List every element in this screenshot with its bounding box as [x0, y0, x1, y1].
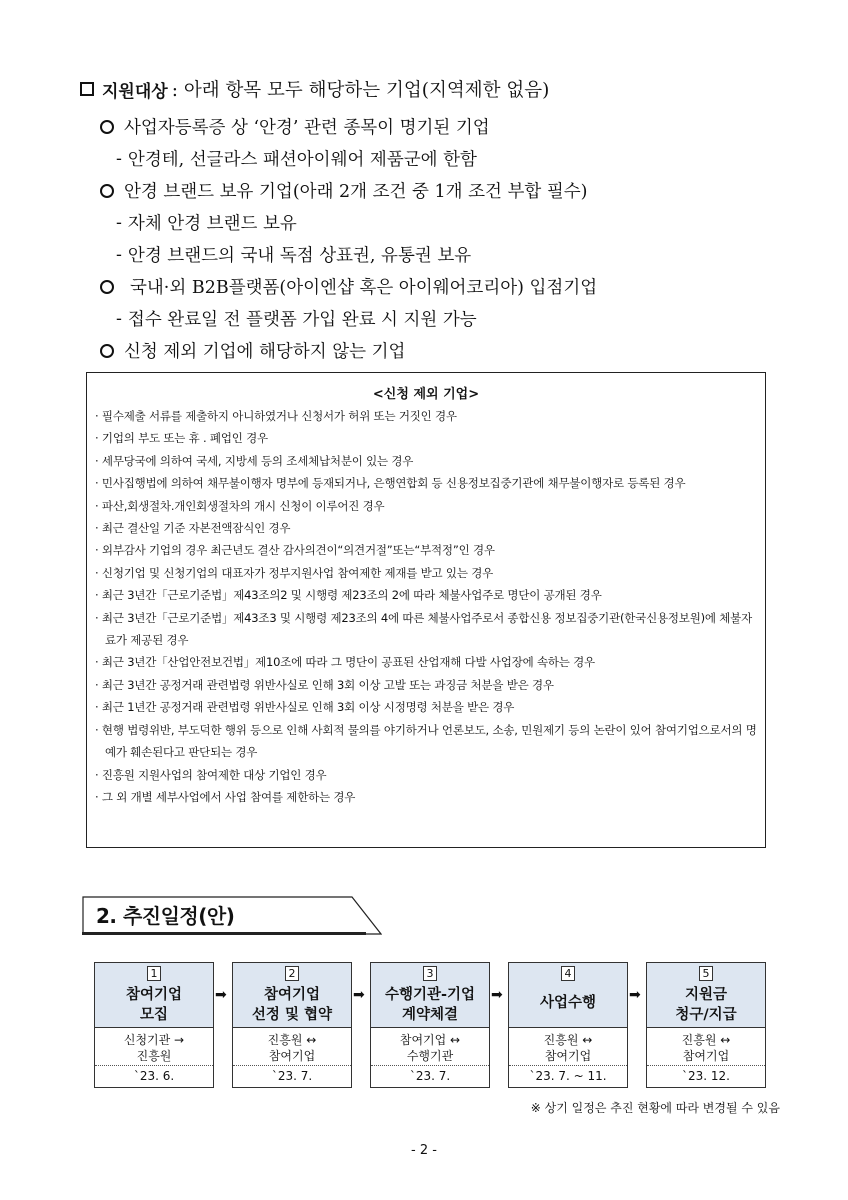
criterion-4 [100, 338, 405, 363]
step-header [646, 962, 766, 1028]
criterion-text: 신청 제외 기업에 해당하지 않는 기업 [124, 342, 406, 362]
step-5 [646, 962, 766, 1088]
step-4 [508, 962, 628, 1088]
criterion-1 [100, 114, 490, 139]
exclusion-list [95, 405, 757, 808]
step-parties: 진흥원 ↔ 참여기업 [509, 1028, 627, 1066]
schedule-banner [82, 896, 382, 936]
step-header [370, 962, 490, 1028]
dash-marker: - [116, 212, 122, 233]
criterion-2-sub-2 [116, 242, 471, 267]
exclusion-item: · 민사집행법에 의하여 채무불이행자 명부에 등재되거나, 은행연합회 등 신용정보집중기관에 채무불이행자로 등록된 경우 [95, 472, 757, 494]
square-bullet-icon [80, 82, 94, 96]
step-1 [94, 962, 214, 1088]
exclusion-item: · 진흥원 지원사업의 참여제한 대상 기업인 경우 [95, 764, 757, 786]
exclusion-item: · 외부감사 기업의 경우 최근년도 결산 감사의견이“의견거절”또는“부적정”인 경우 [95, 539, 757, 561]
step-parties: 진흥원 ↔ 참여기업 [233, 1028, 351, 1066]
criterion-2-sub-1 [116, 210, 297, 235]
support-target-description: : 아래 항목 모두 해당하는 기업(지역제한 없음) [171, 80, 550, 101]
step-date: `23. 12. [682, 1069, 730, 1083]
support-target-heading [80, 76, 549, 102]
criterion-text: 사업자등록증 상 ‘안경’ 관련 종목이 명기된 기업 [124, 118, 490, 138]
arrow-right-icon: ➡ [491, 987, 503, 1003]
step-parties: 신청기관 → 진흥원 [95, 1028, 213, 1066]
page-number: - 2 - [411, 1143, 437, 1158]
criterion-sub-text: 자체 안경 브랜드 보유 [127, 214, 297, 234]
step-header [232, 962, 352, 1028]
criterion-sub-text: 안경테, 선글라스 패션아이웨어 제품군에 한함 [127, 150, 477, 170]
step-header [508, 962, 628, 1028]
step-detail [370, 1028, 490, 1088]
step-number: 5 [699, 966, 713, 981]
exclusion-item: · 필수제출 서류를 제출하지 아니하였거나 신청서가 허위 또는 거짓인 경우 [95, 405, 757, 427]
step-label: 참여기업 선정 및 협약 [251, 987, 333, 1023]
step-detail [646, 1028, 766, 1088]
circle-bullet-icon [100, 344, 114, 358]
criterion-1-sub-1 [116, 146, 477, 171]
step-date: `23. 6. [133, 1069, 175, 1083]
step-number: 1 [147, 966, 161, 981]
step-date: `23. 7. [271, 1069, 313, 1083]
criterion-text: 안경 브랜드 보유 기업(아래 2개 조건 중 1개 조건 부합 필수) [124, 182, 588, 202]
step-detail [94, 1028, 214, 1088]
criterion-sub-text: 접수 완료일 전 플랫폼 가입 완료 시 지원 가능 [127, 310, 477, 330]
exclusion-item: · 최근 결산일 기준 자본전액잠식인 경우 [95, 517, 757, 539]
criterion-text: 국내·외 B2B플랫폼(아이엔샵 혹은 아이웨어코리아) 입점기업 [130, 278, 598, 298]
circle-bullet-icon [100, 184, 114, 198]
exclusion-box-title: <신청 제외 기업> [372, 387, 480, 402]
circle-bullet-icon [100, 280, 114, 294]
step-number: 3 [423, 966, 437, 981]
exclusion-item: · 최근 1년간 공정거래 관련법령 위반사실로 인해 3회 이상 시정명령 처분을 받은 경우 [95, 696, 757, 718]
exclusion-item: · 기업의 부도 또는 휴 . 폐업인 경우 [95, 427, 757, 449]
schedule-title: 2. 추진일정(안) [96, 904, 235, 928]
step-parties: 진흥원 ↔ 참여기업 [647, 1028, 765, 1066]
exclusion-item: · 파산,회생절차.개인회생절차의 개시 신청이 이루어진 경우 [95, 495, 757, 517]
arrow-right-icon: ➡ [215, 987, 227, 1003]
exclusion-item: · 신청기업 및 신청기업의 대표자가 정부지원사업 참여제한 제재를 받고 있는 경우 [95, 562, 757, 584]
step-parties: 참여기업 ↔ 수행기관 [371, 1028, 489, 1066]
step-detail [508, 1028, 628, 1088]
support-target-label: 지원대상 [102, 81, 168, 102]
exclusion-item: · 현행 법령위반, 부도덕한 행위 등으로 인해 사회적 물의를 야기하거나 언론보도, 소송, 민원제기 등의 논란이 있어 참여기업으로서의 명예가 훼손된다고 판단되는 경우 [95, 719, 757, 764]
criterion-3-sub-1 [116, 306, 477, 331]
exclusion-item: · 최근 3년간「근로기준법」제43조3 및 시행령 제23조의 4에 따른 체불사업주로서 종합신용 정보집중기관(한국신용정보원)에 체불자료가 제공된 경우 [95, 607, 757, 652]
exclusion-item: · 세무당국에 의하여 국세, 지방세 등의 조세체납처분이 있는 경우 [95, 450, 757, 472]
step-3 [370, 962, 490, 1088]
exclusion-box [86, 372, 766, 848]
dash-marker: - [116, 148, 122, 169]
exclusion-item: · 최근 3년간「산업안전보건법」제10조에 따라 그 명단이 공표된 산업재해 다발 사업장에 속하는 경우 [95, 651, 757, 673]
arrow-right-icon: ➡ [629, 987, 641, 1003]
dash-marker: - [116, 308, 122, 329]
exclusion-item: · 최근 3년간「근로기준법」제43조의2 및 시행령 제23조의 2에 따라 체불사업주로 명단이 공개된 경우 [95, 584, 757, 606]
schedule-note: ※ 상기 일정은 추진 현황에 따라 변경될 수 있음 [530, 1101, 780, 1115]
step-header [94, 962, 214, 1028]
step-detail [232, 1028, 352, 1088]
step-date: `23. 7. ~ 11. [529, 1069, 607, 1083]
step-label: 수행기관-기업 계약체결 [384, 987, 476, 1023]
step-label: 사업수행 [539, 995, 597, 1011]
arrow-right-icon: ➡ [353, 987, 365, 1003]
exclusion-item: · 그 외 개별 세부사업에서 사업 참여를 제한하는 경우 [95, 786, 757, 808]
step-2 [232, 962, 352, 1088]
step-number: 4 [561, 966, 575, 981]
step-label: 참여기업 모집 [125, 987, 183, 1023]
criterion-2 [100, 178, 587, 203]
circle-bullet-icon [100, 120, 114, 134]
criterion-sub-text: 안경 브랜드의 국내 독점 상표권, 유통권 보유 [127, 246, 472, 266]
step-number: 2 [285, 966, 299, 981]
criterion-3 [100, 274, 597, 299]
exclusion-item: · 최근 3년간 공정거래 관련법령 위반사실로 인해 3회 이상 고발 또는 과징금 처분을 받은 경우 [95, 674, 757, 696]
dash-marker: - [116, 244, 122, 265]
step-date: `23. 7. [409, 1069, 451, 1083]
step-label: 지원금 청구/지급 [675, 987, 737, 1023]
